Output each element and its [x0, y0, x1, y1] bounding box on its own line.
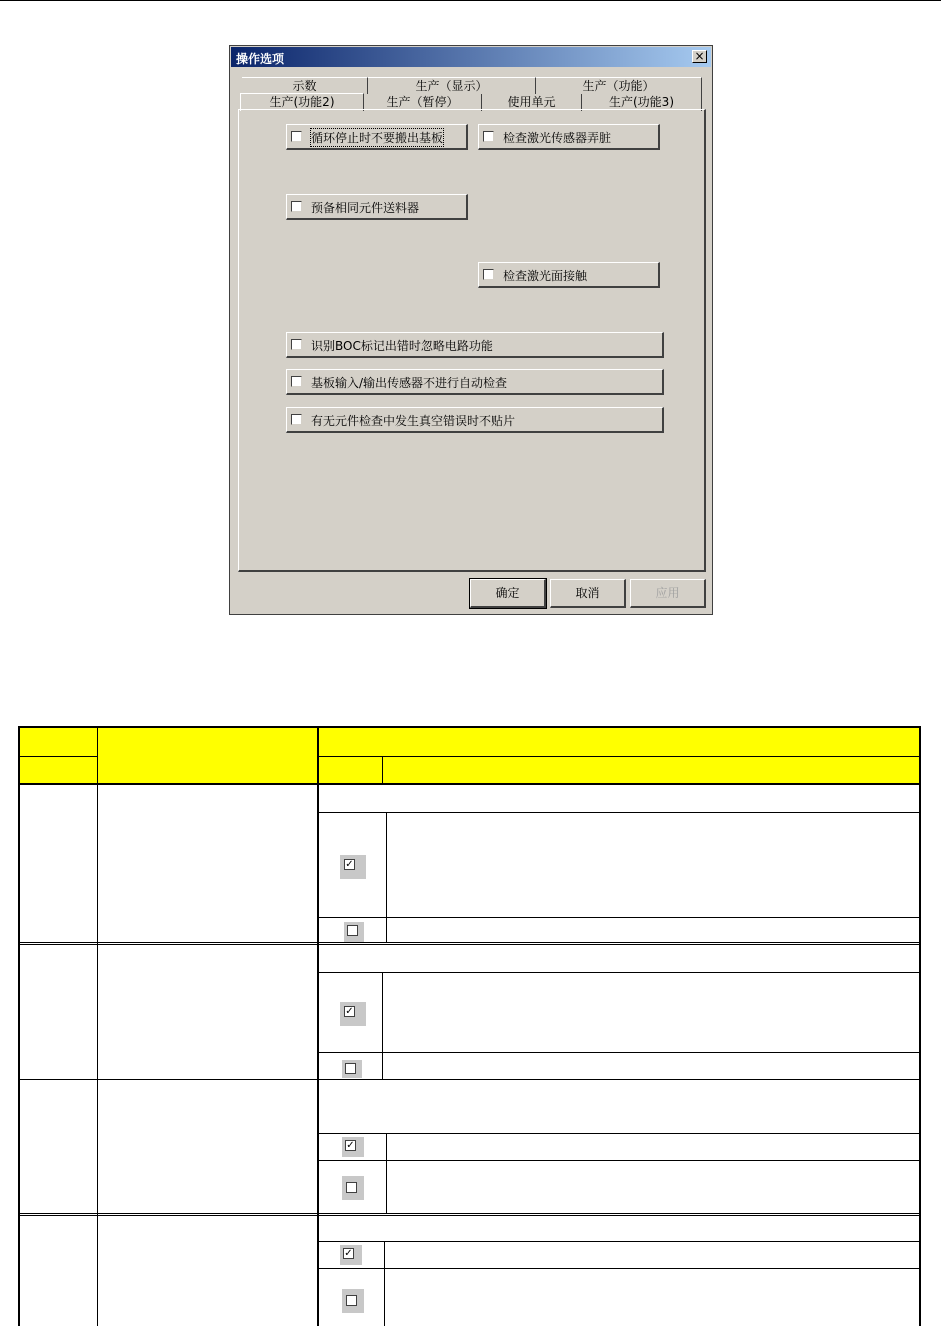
- operation-options-dialog: [229, 45, 713, 615]
- empty-box-icon: [345, 1063, 356, 1074]
- rule: [18, 783, 921, 785]
- checked-checkbox-image: [340, 855, 366, 879]
- rule: [19, 942, 920, 943]
- check-icon: ✓: [346, 1140, 355, 1151]
- option-no-mount-on-vacuum-error[interactable]: [286, 407, 664, 433]
- header-cell-content: [318, 727, 920, 783]
- option-spare-same-feeder[interactable]: [286, 194, 468, 220]
- ok-button[interactable]: 确定: [470, 579, 546, 608]
- checkbox[interactable]: [291, 414, 302, 425]
- rule: [318, 1160, 920, 1161]
- close-icon: ×: [694, 49, 705, 63]
- rule: [318, 756, 920, 757]
- rule: [382, 972, 383, 1079]
- rule: [318, 1133, 920, 1134]
- option-label: 识别BOC标记出错时忽略电路功能: [311, 339, 493, 353]
- rule: [318, 917, 920, 918]
- tab-production-pause[interactable]: 生产（暂停）: [364, 94, 482, 111]
- option-ignore-circuit-on-boc-error[interactable]: [286, 332, 664, 358]
- unchecked-checkbox-image: [342, 1060, 362, 1078]
- checkbox[interactable]: [291, 339, 302, 350]
- rule: [97, 727, 98, 1326]
- checkbox[interactable]: [291, 201, 302, 212]
- close-button[interactable]: [692, 50, 707, 63]
- table-border-right: [919, 726, 921, 1326]
- checkbox[interactable]: [483, 269, 494, 280]
- checked-checkbox-image: [340, 1245, 362, 1265]
- option-label: 基板输入/输出传感器不进行自动检查: [311, 376, 508, 390]
- checkbox[interactable]: [291, 131, 302, 142]
- apply-button[interactable]: 应用: [630, 579, 706, 608]
- rule: [317, 727, 319, 1326]
- page-top-rule: [0, 0, 941, 1]
- dialog-title: 操作选项: [236, 52, 285, 66]
- rule: [318, 972, 920, 973]
- check-icon: ✓: [344, 1248, 353, 1259]
- rule: [19, 944, 920, 945]
- rule: [318, 1241, 920, 1242]
- table-border-top: [18, 726, 921, 728]
- checked-checkbox-image: [340, 1002, 366, 1026]
- unchecked-checkbox-image: [344, 922, 364, 942]
- tab-display-count[interactable]: 示数: [242, 77, 368, 94]
- option-label: 循环停止时不要搬出基板: [311, 131, 444, 145]
- tab-production-display[interactable]: 生产（显示）: [368, 77, 536, 94]
- rule: [19, 1213, 920, 1214]
- check-icon: ✓: [345, 1006, 354, 1017]
- rule: [386, 812, 387, 942]
- unchecked-checkbox-image: [342, 1176, 364, 1200]
- table-border-left: [18, 726, 20, 1326]
- rule: [386, 1133, 387, 1213]
- option-check-laser-dirty[interactable]: [478, 124, 660, 150]
- checkbox[interactable]: [483, 131, 494, 142]
- rule: [382, 756, 383, 784]
- tab-production-function[interactable]: 生产（功能）: [536, 77, 702, 94]
- rule: [318, 1268, 920, 1269]
- checkbox[interactable]: [291, 376, 302, 387]
- option-check-laser-surface-contact[interactable]: [478, 262, 660, 288]
- rule: [318, 1052, 920, 1053]
- option-no-unload-on-cycle-stop[interactable]: [286, 124, 468, 150]
- unchecked-checkbox-image: [342, 1289, 364, 1313]
- title-bar[interactable]: [231, 47, 711, 67]
- option-no-auto-check-board-sensors[interactable]: [286, 369, 664, 395]
- tab-production-function-3[interactable]: 生产(功能3): [582, 94, 702, 111]
- checked-checkbox-image: [342, 1137, 364, 1157]
- rule: [318, 812, 920, 813]
- empty-box-icon: [346, 1295, 357, 1306]
- option-label: 预备相同元件送料器: [311, 201, 420, 215]
- tab-use-unit[interactable]: 使用单元: [482, 94, 582, 111]
- option-label: 有无元件检查中发生真空错误时不贴片: [311, 414, 516, 428]
- header-cell-item: [97, 727, 318, 783]
- header-cell-no: [19, 727, 97, 783]
- option-label: 检查激光传感器弄脏: [503, 131, 612, 145]
- rule: [19, 1079, 920, 1080]
- cancel-button[interactable]: 取消: [550, 579, 626, 608]
- rule: [19, 756, 97, 757]
- empty-box-icon: [347, 925, 358, 936]
- check-icon: ✓: [345, 859, 354, 870]
- empty-box-icon: [346, 1182, 357, 1193]
- option-label: 检查激光面接触: [503, 269, 588, 283]
- rule: [384, 1241, 385, 1326]
- tab-production-function-2[interactable]: 生产(功能2): [240, 93, 364, 111]
- rule: [19, 1215, 920, 1216]
